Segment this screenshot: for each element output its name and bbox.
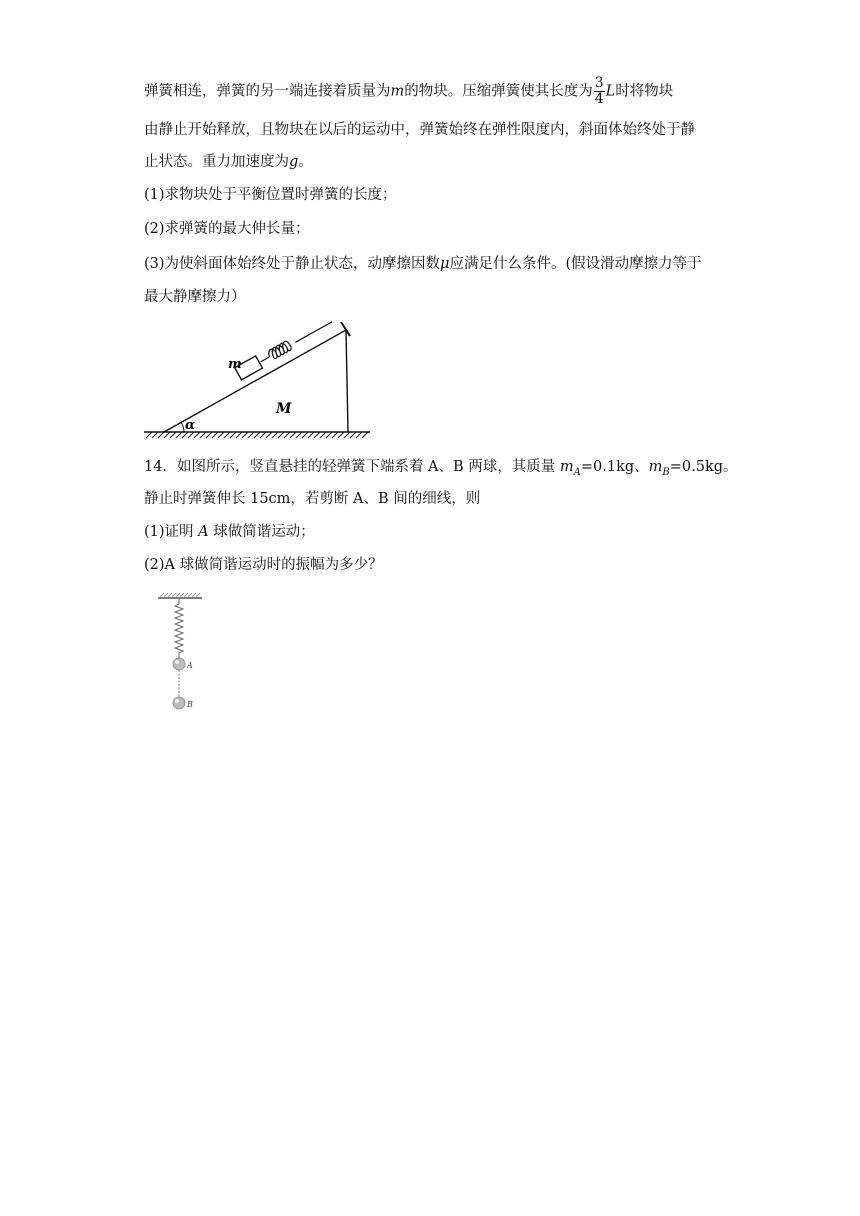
q13-line-1 xyxy=(144,76,673,107)
q13-line-2: 由静止开始释放，且物块在以后的运动中，弹簧始终在弹性限度内，斜面体始终处于静 xyxy=(144,122,695,138)
q13-line-1-text-b: 的物块。压缩弹簧使其长度为 xyxy=(404,83,593,100)
q14-mass-A-value: =0.1kg、 xyxy=(580,459,649,475)
label-alpha: α xyxy=(185,418,196,433)
q14-mass-A-subscript: A xyxy=(573,466,581,478)
q14-var-A: A xyxy=(198,524,209,540)
q14-line-1-text: 14．如图所示，竖直悬挂的轻弹簧下端系着 A、B 两球，其质量 xyxy=(144,459,560,475)
label-A: A xyxy=(187,661,193,670)
q13-line-3-text-b: 。 xyxy=(298,154,313,170)
ceiling-hatch xyxy=(160,593,200,597)
q13-fraction xyxy=(594,76,605,107)
vertical-spring xyxy=(175,598,183,658)
ball-A xyxy=(173,658,185,670)
q14-line-1 xyxy=(144,457,738,483)
angle-arc xyxy=(181,422,184,432)
q14-mass-B-symbol: m xyxy=(648,459,663,475)
q13-var-mu: μ xyxy=(440,256,450,272)
label-M: M xyxy=(276,401,292,417)
q13-sub-3 xyxy=(144,254,702,274)
q13-sub-3-text-b: 应满足什么条件。(假设滑动摩擦力等于 xyxy=(449,256,702,272)
q13-line-3-text-a: 止状态。重力加速度为 xyxy=(144,154,289,170)
q13-line-1-text-a: 弹簧相连，弹簧的另一端连接着质量为 xyxy=(144,83,391,100)
hanging-spring-figure xyxy=(152,590,212,714)
q13-line-3 xyxy=(144,152,313,172)
q13-sub-1: (1)求物块处于平衡位置时弹簧的长度； xyxy=(144,187,397,203)
incline-outline xyxy=(164,330,348,432)
q14-mass-B-subscript: B xyxy=(662,466,670,478)
q13-sub-3-text-a: (3)为使斜面体始终处于静止状态，动摩擦因数 xyxy=(144,256,441,272)
q13-sub-3-cont: 最大静摩擦力） xyxy=(144,289,246,305)
q13-var-m: m xyxy=(390,83,405,100)
q13-line-1-text-c: 时将物块 xyxy=(615,83,674,100)
q14-line-2: 静止时弹簧伸长 15cm，若剪断 A、B 间的细线，则 xyxy=(144,491,481,507)
fraction-denominator: 4 xyxy=(594,91,604,107)
q13-var-g: g xyxy=(289,154,299,170)
q14-mass-A-symbol: m xyxy=(559,459,574,475)
q13-var-L: L xyxy=(605,83,616,100)
q14-sub-2: (2)A 球做简谐运动时的振幅为多少？ xyxy=(144,557,383,573)
label-m: m xyxy=(228,357,242,372)
q14-sub-1-text-b: 球做简谐运动； xyxy=(208,524,315,540)
incline-figure xyxy=(140,316,380,440)
q14-mass-B-value: =0.5kg。 xyxy=(669,459,738,475)
ground-hatch xyxy=(146,432,368,438)
fraction-numerator: 3 xyxy=(594,75,604,91)
ball-B xyxy=(173,697,185,709)
q14-sub-1-text-a: (1)证明 xyxy=(144,524,199,540)
label-B: B xyxy=(187,700,193,709)
q14-sub-1 xyxy=(144,522,315,542)
ball-B-highlight xyxy=(175,699,179,703)
q13-sub-2: (2)求弹簧的最大伸长量； xyxy=(144,221,310,237)
ball-A-highlight xyxy=(175,660,179,664)
